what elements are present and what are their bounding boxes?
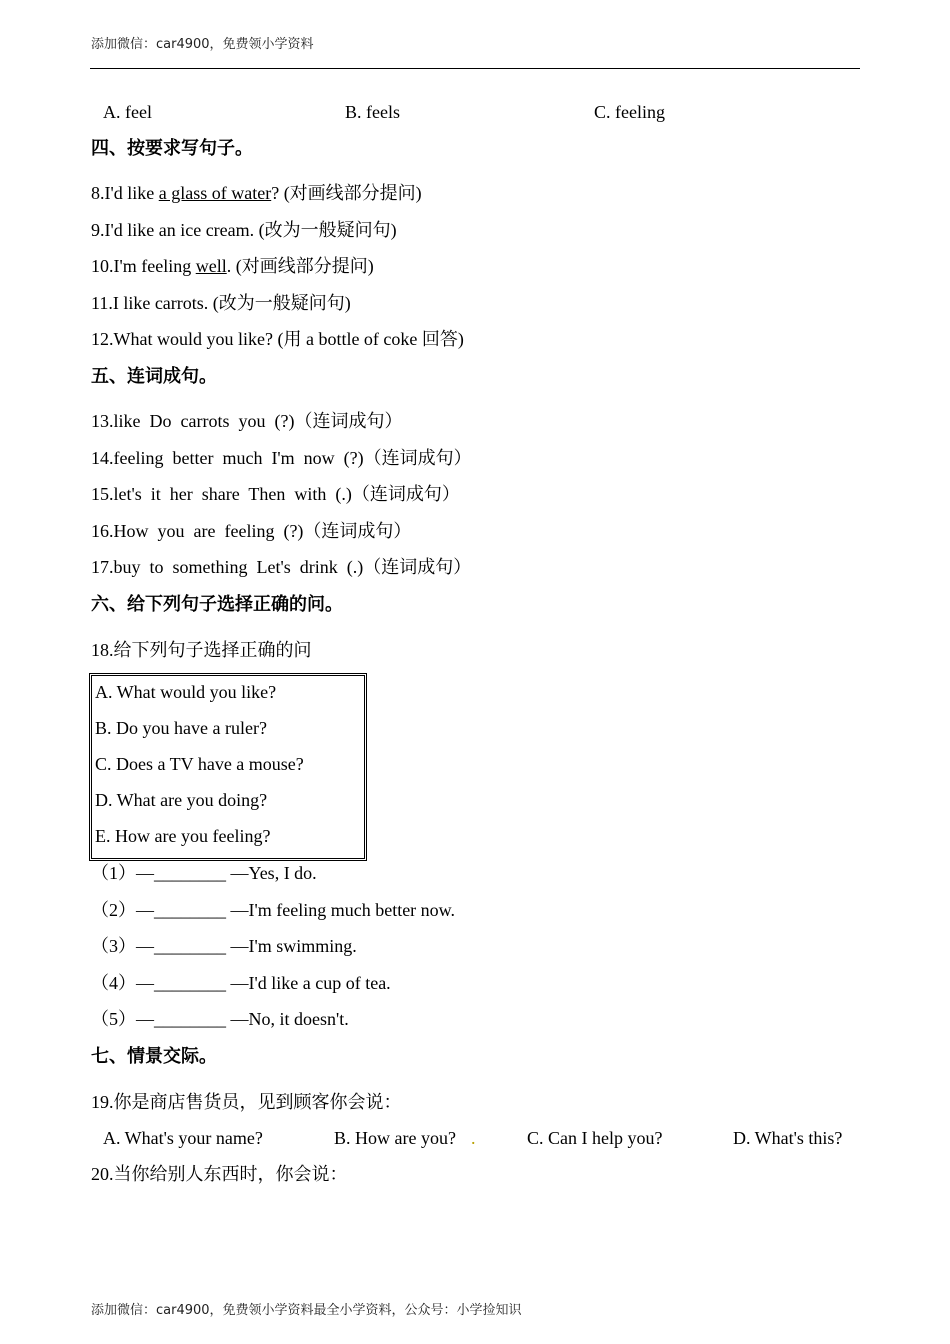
page-header-note: 添加微信：car4900，免费领小学资料 [91, 37, 314, 52]
q7-option-a: A. feel [103, 102, 152, 122]
section-6-title: 六、给下列句子选择正确的问。 [91, 594, 343, 615]
q19-option-d: D. What's this? [733, 1128, 843, 1148]
q19-option-b: B. How are you? [334, 1128, 456, 1148]
question-15: 15.let's it her share Then with (.)（连词成句） [91, 484, 460, 504]
section-7-title: 七、情景交际。 [91, 1046, 217, 1067]
question-8 [91, 182, 422, 204]
q19-option-a: A. What's your name? [103, 1128, 263, 1148]
question-10 [91, 255, 374, 277]
q7-option-b: B. feels [345, 102, 400, 122]
question-12: 12.What would you like? (用 a bottle of coke 回答) [91, 329, 464, 349]
question-11: 11.I like carrots. (改为一般疑问句) [91, 293, 351, 313]
blank-1: （1）—________ —Yes, I do. [91, 863, 317, 883]
question-19: 19.你是商店售货员，见到顾客你会说： [91, 1092, 402, 1112]
q8-prefix: 8.I'd like [91, 183, 159, 203]
section-5-title: 五、连词成句。 [91, 366, 217, 387]
q10-suffix: . (对画线部分提问) [226, 256, 374, 276]
question-13: 13.like Do carrots you (?)（连词成句） [91, 411, 403, 431]
box-option-c: C. Does a TV have a mouse? [95, 754, 304, 774]
header-rule [90, 68, 860, 69]
q8-suffix: ? (对画线部分提问) [271, 183, 422, 203]
question-16: 16.How you are feeling (?)（连词成句） [91, 521, 412, 541]
question-14: 14.feeling better much I'm now (?)（连词成句） [91, 448, 472, 468]
box-option-e: E. How are you feeling? [95, 826, 271, 846]
blank-4: （4）—________ —I'd like a cup of tea. [91, 973, 391, 993]
section-4-title: 四、按要求写句子。 [91, 138, 253, 159]
question-18: 18.给下列句子选择正确的问 [91, 640, 312, 660]
q10-underlined: well [195, 256, 227, 276]
q10-prefix: 10.I'm feeling [91, 256, 196, 276]
q7-option-c: C. feeling [594, 102, 665, 122]
box-option-a: A. What would you like? [95, 682, 277, 702]
page-footer-note: 添加微信：car4900，免费领小学资料最全小学资料，公众号：小学捡知识 [91, 1303, 522, 1318]
blank-2: （2）—________ —I'm feeling much better now. [91, 900, 456, 920]
q8-underlined: a glass of water [158, 183, 272, 203]
box-option-d: D. What are you doing? [95, 790, 268, 810]
blank-5: （5）—________ —No, it doesn't. [91, 1009, 349, 1029]
q19-mark: . [471, 1128, 476, 1148]
q19-option-c: C. Can I help you? [527, 1128, 663, 1148]
box-option-b: B. Do you have a ruler? [95, 718, 267, 738]
blank-3: （3）—________ —I'm swimming. [91, 936, 357, 956]
question-9: 9.I'd like an ice cream. (改为一般疑问句) [91, 220, 397, 240]
question-17: 17.buy to something Let's drink (.)（连词成句） [91, 557, 472, 577]
options-box [89, 673, 367, 861]
question-20: 20.当你给别人东西时，你会说： [91, 1164, 348, 1184]
